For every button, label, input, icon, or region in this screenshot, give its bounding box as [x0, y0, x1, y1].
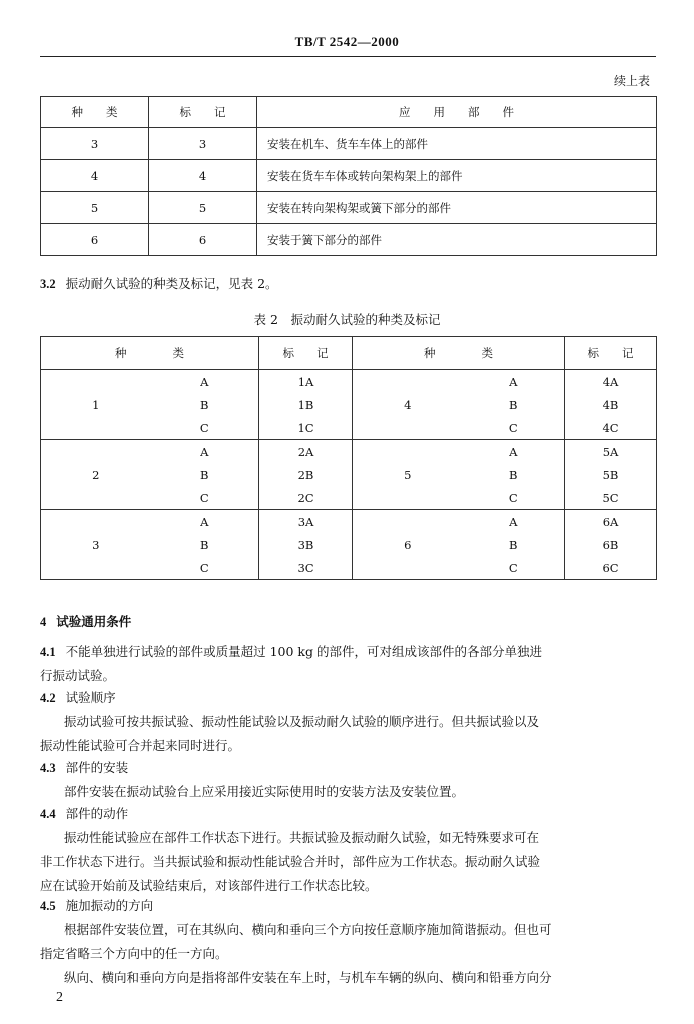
clause-text: 非工作状态下进行。当共振试验和振动性能试验合并时，部件应为工作状态。振动耐久试验 — [40, 854, 541, 869]
clause-3-2 — [40, 276, 278, 292]
section-number: 4 — [40, 615, 47, 629]
header-mark-right: 标 记 — [565, 337, 657, 370]
table-row — [41, 510, 657, 534]
cell-mark: 4A — [565, 370, 657, 394]
cell-subtype: A — [151, 510, 259, 534]
clause-text: 应在试验开始前及试验结束后，对该部件进行工作状态比较。 — [40, 878, 378, 893]
cell-mark: 3C — [259, 556, 353, 580]
clause-number: 4.4 — [40, 807, 56, 821]
header-application: 应 用 部 件 — [257, 97, 657, 128]
cell-kind: 4 — [41, 160, 149, 192]
clause-text: 不能单独进行试验的部件或质量超过 100 kg 的部件，可对组成该部件的各部分单独进 — [65, 644, 542, 659]
cell-kind: 1 — [41, 370, 151, 440]
cell-subtype: C — [463, 556, 565, 580]
cell-subtype: C — [151, 556, 259, 580]
table-2 — [40, 336, 657, 580]
cell-subtype: C — [463, 486, 565, 510]
cell-subtype: B — [151, 533, 259, 556]
table-1 — [40, 96, 657, 256]
header-mark: 标 记 — [149, 97, 257, 128]
cell-application: 安装在转向架构架或簧下部分的部件 — [257, 192, 657, 224]
cell-subtype: A — [463, 440, 565, 464]
cell-kind: 5 — [41, 192, 149, 224]
cell-subtype: C — [151, 416, 259, 440]
table-row — [41, 224, 657, 256]
cell-kind: 4 — [353, 370, 463, 440]
cell-subtype: B — [463, 533, 565, 556]
cell-subtype: A — [151, 370, 259, 394]
cell-mark: 4B — [565, 393, 657, 416]
cell-kind: 2 — [41, 440, 151, 510]
cell-subtype: B — [463, 393, 565, 416]
cell-mark: 5A — [565, 440, 657, 464]
clause-number: 4.1 — [40, 645, 56, 659]
cell-kind: 6 — [353, 510, 463, 580]
table-row — [41, 440, 657, 464]
cell-kind: 3 — [41, 128, 149, 160]
cell-subtype: C — [151, 486, 259, 510]
cell-subtype: A — [463, 510, 565, 534]
section-title: 试验通用条件 — [56, 614, 132, 629]
clause-text: 部件安装在振动试验台上应采用接近实际使用时的安装方法及安装位置。 — [64, 784, 465, 799]
cell-mark: 2A — [259, 440, 353, 464]
clause-number: 4.2 — [40, 691, 56, 705]
header-kind-right: 种 类 — [353, 337, 565, 370]
clause-number: 3.2 — [40, 277, 56, 291]
header-rule — [40, 56, 656, 57]
clause-text: 振动试验可按共振试验、振动性能试验以及振动耐久试验的顺序进行。但共振试验以及 — [64, 714, 540, 729]
cell-mark: 5B — [565, 463, 657, 486]
continued-label: 续上表 — [613, 74, 650, 88]
cell-application: 安装在货车车体或转向架构架上的部件 — [257, 160, 657, 192]
running-header: TB/T 2542—2000 — [294, 34, 400, 49]
cell-application: 安装于簧下部分的部件 — [257, 224, 657, 256]
clause-title: 部件的安装 — [65, 760, 129, 775]
cell-kind: 5 — [353, 440, 463, 510]
clause-title: 试验顺序 — [65, 690, 116, 705]
cell-mark: 6B — [565, 533, 657, 556]
cell-subtype: B — [151, 393, 259, 416]
table-row — [41, 160, 657, 192]
section-4-heading — [40, 614, 131, 630]
clause-4-2 — [40, 690, 660, 754]
table-row — [41, 192, 657, 224]
cell-kind: 3 — [41, 510, 151, 580]
cell-subtype: B — [151, 463, 259, 486]
cell-mark: 4C — [565, 416, 657, 440]
clause-4-5 — [40, 898, 660, 986]
clause-text: 振动性能试验应在部件工作状态下进行。共振试验及振动耐久试验，如无特殊要求可在 — [64, 830, 540, 845]
table-header-row — [41, 337, 657, 370]
cell-mark: 5C — [565, 486, 657, 510]
cell-subtype: C — [463, 416, 565, 440]
header-mark-left: 标 记 — [259, 337, 353, 370]
table-row — [41, 128, 657, 160]
clause-text: 纵向、横向和垂向方向是指将部件安装在车上时，与机车车辆的纵向、横向和铅垂方向分 — [64, 970, 552, 985]
clause-text: 振动性能试验可合并起来同时进行。 — [40, 738, 241, 753]
cell-subtype: A — [151, 440, 259, 464]
table-2-caption: 表 2 振动耐久试验的种类及标记 — [253, 312, 441, 327]
clause-4-4 — [40, 806, 660, 894]
header-kind-left: 种 类 — [41, 337, 259, 370]
header-kind: 种 类 — [41, 97, 149, 128]
clause-4-3 — [40, 760, 660, 800]
cell-mark: 3 — [149, 128, 257, 160]
cell-mark: 2C — [259, 486, 353, 510]
cell-subtype: B — [463, 463, 565, 486]
cell-mark: 1C — [259, 416, 353, 440]
clause-title: 部件的动作 — [65, 806, 129, 821]
cell-mark: 1A — [259, 370, 353, 394]
clause-text: 根据部件安装位置，可在其纵向、横向和垂向三个方向按任意顺序施加简谐振动。但也可 — [64, 922, 552, 937]
cell-mark: 1B — [259, 393, 353, 416]
clause-text: 振动耐久试验的种类及标记，见表 2。 — [65, 276, 278, 291]
cell-application: 安装在机车、货车车体上的部件 — [257, 128, 657, 160]
cell-mark: 6 — [149, 224, 257, 256]
cell-mark: 6A — [565, 510, 657, 534]
table-header-row — [41, 97, 657, 128]
cell-mark: 3B — [259, 533, 353, 556]
clause-number: 4.3 — [40, 761, 56, 775]
clause-title: 施加振动的方向 — [65, 898, 154, 913]
clause-text: 行振动试验。 — [40, 668, 116, 683]
cell-mark: 6C — [565, 556, 657, 580]
cell-subtype: A — [463, 370, 565, 394]
clause-number: 4.5 — [40, 899, 56, 913]
table-row — [41, 370, 657, 394]
cell-mark: 2B — [259, 463, 353, 486]
cell-kind: 6 — [41, 224, 149, 256]
cell-mark: 4 — [149, 160, 257, 192]
clause-4-1 — [40, 644, 660, 684]
cell-mark: 5 — [149, 192, 257, 224]
cell-mark: 3A — [259, 510, 353, 534]
clause-text: 指定省略三个方向中的任一方向。 — [40, 946, 228, 961]
page-number: 2 — [56, 990, 63, 1005]
